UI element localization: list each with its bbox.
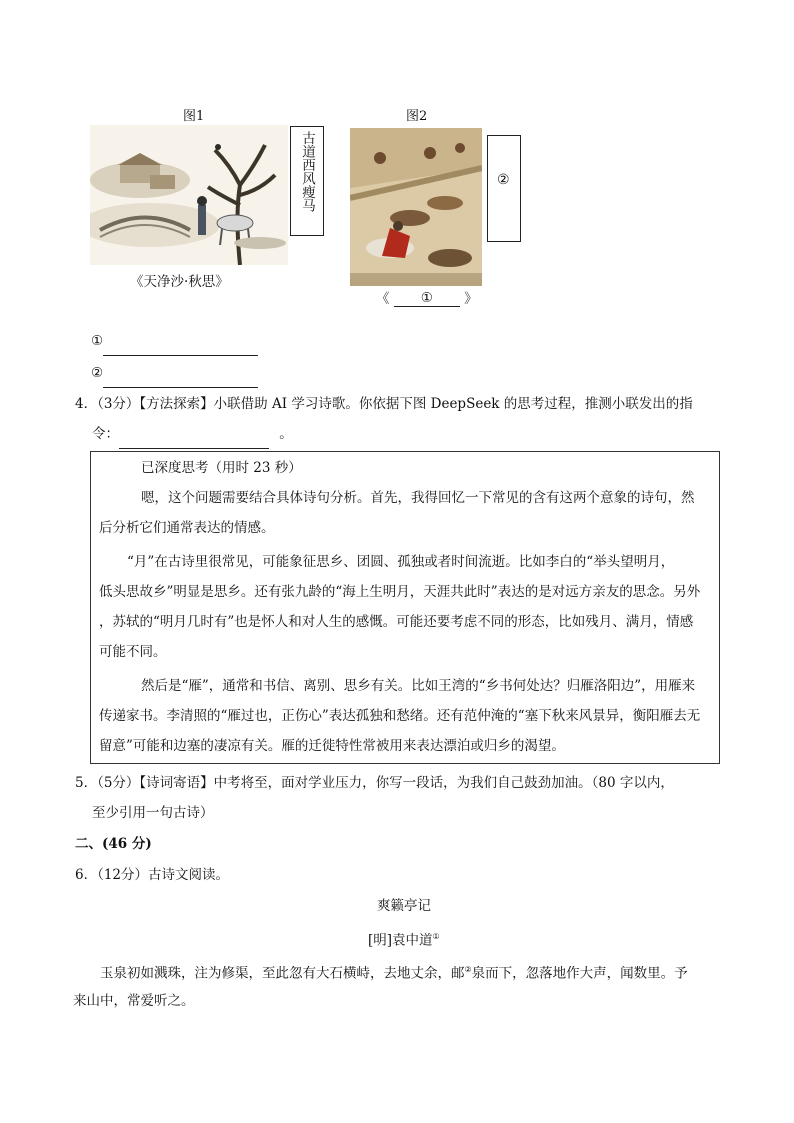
answer-2-blank[interactable] [103, 371, 258, 388]
deepseek-header: 已深度思考（用时 23 秒） [141, 460, 302, 476]
figure2-label: 图2 [406, 109, 428, 124]
q4-line1: 4．（3分）【方法探索】小联借助 AI 学习诗歌。你依据下图 DeepSeek 的思考过程，推测小联发出的指 [75, 396, 693, 412]
figure2-caption-close: 》 [464, 291, 478, 307]
essay-body-line2: 来山中，常爱听之。 [73, 993, 195, 1009]
section2-title: 二、(46 分) [75, 836, 152, 852]
answer-1-mark: ① [91, 333, 104, 349]
deepseek-p3-line3: 留意”可能和边塞的凄凉有关。雁的迁徙特性常被用来表达漂泊或归乡的渴望。 [99, 738, 565, 754]
deepseek-p2-line2: 低头思故乡”明显是思乡。还有张九龄的“海上生明月，天涯共此时”表达的是对远方亲友的思念。另外 [99, 584, 701, 600]
figure2-painting [350, 128, 482, 286]
battle-illustration [350, 128, 482, 286]
body-footnote-mark: ② [464, 965, 472, 974]
q5-line1: 5．（5分）【诗词寄语】中考将至，面对学业压力，你写一段话，为我们自己鼓劲加油。（80 字以内， [75, 775, 674, 791]
figure1-label: 图1 [183, 109, 205, 124]
deepseek-p1-line1: 嗯，这个问题需要结合具体诗句分析。首先，我得回忆一下常见的含有这两个意象的诗句，然 [141, 490, 695, 506]
figure1-painting [90, 125, 288, 265]
figure2-box-mark: ② [497, 172, 510, 188]
q4-answer-blank[interactable] [119, 432, 269, 449]
essay-author [368, 922, 440, 956]
answer-1-blank[interactable] [103, 339, 258, 356]
figure2-caption [376, 287, 478, 307]
deepseek-p3-line1: 然后是“雁”，通常和书信、离别、思乡有关。比如王湾的“乡书何处达？归雁洛阳边”，用雁来 [141, 678, 696, 694]
figure2-caption-blank[interactable] [394, 290, 460, 307]
deepseek-p2-line3: ，苏轼的“明月几时有”也是怀人和对人生的感慨。可能还要考虑不同的形态，比如残月、满月，情感 [99, 614, 694, 630]
figure1-title-box [290, 126, 324, 236]
author-footnote-mark: ① [432, 932, 440, 941]
answer-line-2 [91, 358, 258, 388]
figure1-vertical-title: 古道西风瘦马 [299, 131, 315, 212]
essay-title: 爽籁亭记 [377, 898, 431, 914]
essay-author-name: [明]袁中道 [368, 932, 433, 949]
q4-prompt-label: 令： [92, 426, 119, 442]
essay-body-line1-b: 泉而下，忽落地作大声，闻数里。予 [471, 965, 688, 982]
essay-body-line1 [100, 955, 688, 989]
deepseek-p2-line1: “月”在古诗里很常见，可能象征思乡、团圆、孤独或者时间流逝。比如李白的“举头望明月， [127, 554, 675, 570]
deepseek-p1-line2: 后分析它们通常表达的情感。 [99, 520, 275, 536]
answer-2-mark: ② [91, 365, 104, 381]
figure2-answer-box [487, 135, 521, 242]
essay-body-line1-a: 玉泉初如溅珠，注为修渠，至此忽有大石横峙，去地丈余，邮 [100, 965, 465, 982]
landscape-illustration [90, 125, 288, 265]
figure1-caption: 《天净沙·秋思》 [130, 274, 229, 290]
deepseek-thinking-box [90, 451, 720, 764]
answer-line-1 [91, 326, 258, 356]
figure2-caption-blank-mark: ① [420, 290, 433, 306]
q5-line2: 至少引用一句古诗） [92, 805, 214, 821]
figure2-caption-open: 《 [376, 291, 390, 307]
deepseek-p3-line2: 传递家书。李清照的“雁过也，正伤心”表达孤独和愁绪。还有范仲淹的“塞下秋来风景异，衡阳雁去无 [99, 708, 701, 724]
deepseek-p2-line4: 可能不同。 [99, 644, 167, 660]
q4-line2 [92, 419, 293, 449]
q4-period: 。 [279, 426, 293, 442]
q6-line1: 6．（12分）古诗文阅读。 [75, 867, 230, 883]
